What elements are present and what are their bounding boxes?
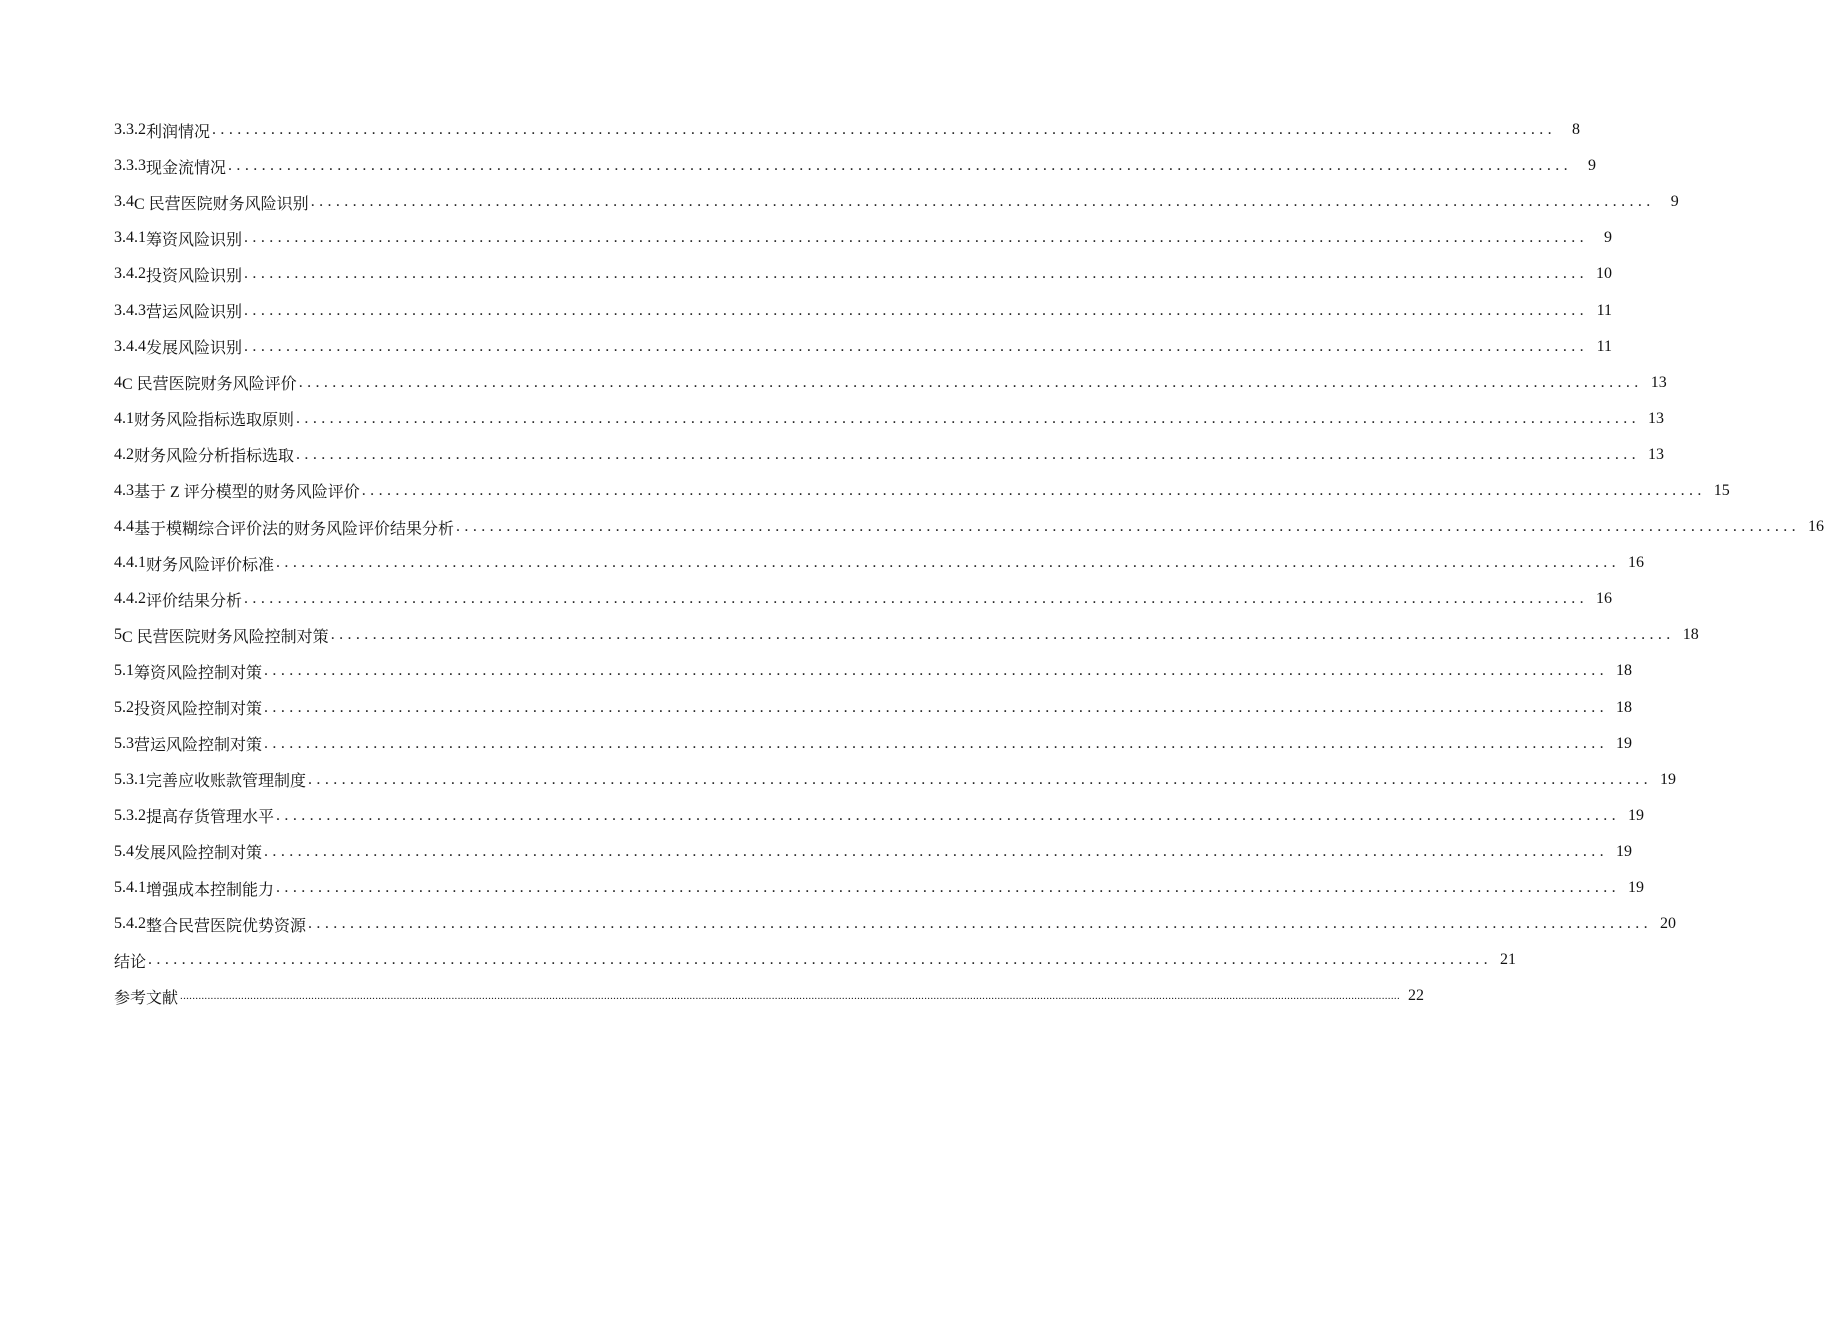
toc-entry[interactable]	[114, 437, 1665, 473]
toc-entry-number: 4	[114, 373, 122, 391]
toc-entry-title: 财务风险分析指标选取	[134, 448, 295, 466]
toc-entry-title: 结论	[114, 953, 147, 971]
toc-dot-leader: ................................................................................................................................................................	[308, 770, 1653, 788]
toc-entry-title: 利润情况	[146, 123, 211, 141]
toc-entry[interactable]	[114, 292, 1613, 328]
toc-entry-number: 5.3.1	[114, 770, 146, 788]
toc-entry[interactable]	[114, 401, 1665, 437]
toc-entry-number: 5.2	[114, 698, 134, 716]
toc-entry-page-number: 9	[1670, 193, 1679, 211]
toc-entry-number: 4.1	[114, 409, 134, 427]
toc-entry-title: 投资风险识别	[146, 267, 243, 285]
toc-entry[interactable]	[114, 184, 1679, 220]
toc-dot-leader: ................................................................................................................................................................	[310, 193, 1655, 211]
toc-entry-number: 3.3.2	[114, 121, 146, 139]
toc-entry[interactable]	[114, 112, 1581, 148]
toc-entry[interactable]	[114, 545, 1645, 581]
toc-entry-page-number: 15	[1713, 481, 1730, 499]
toc-entry[interactable]	[114, 942, 1517, 978]
toc-entry-title: 筹资风险控制对策	[134, 664, 263, 682]
toc-entry-number: 3.4	[114, 193, 134, 211]
table-of-contents	[114, 112, 1824, 1014]
toc-entry-page-number: 13	[1648, 409, 1665, 427]
toc-entry-page-number: 20	[1660, 915, 1677, 933]
toc-entry-number: 3.4.4	[114, 337, 146, 355]
toc-entry-number: 4.4.1	[114, 554, 146, 572]
toc-entry-page-number: 11	[1596, 337, 1613, 355]
toc-entry-page-number: 19	[1616, 734, 1633, 752]
toc-dot-leader: ................................................................................................................................................................	[228, 157, 1573, 175]
toc-dot-leader: ................................................................................................................................................................	[264, 662, 1609, 680]
toc-entry[interactable]	[114, 220, 1613, 256]
toc-entry-number: 5.4	[114, 842, 134, 860]
toc-entry-number: 4.2	[114, 445, 134, 463]
toc-entry-page-number: 18	[1682, 626, 1699, 644]
toc-entry-title: C 民营医院财务风险识别	[134, 195, 309, 213]
toc-entry-page-number: 13	[1650, 373, 1667, 391]
toc-entry-number: 3.4.2	[114, 265, 146, 283]
toc-entry-number: 3.4.3	[114, 301, 146, 319]
toc-entry-page-number: 11	[1596, 301, 1613, 319]
toc-entry-page-number: 18	[1616, 698, 1633, 716]
toc-entry[interactable]	[114, 365, 1667, 401]
toc-entry-title: 财务风险指标选取原则	[134, 412, 295, 430]
toc-entry[interactable]	[114, 329, 1613, 365]
toc-entry-page-number: 16	[1596, 590, 1613, 608]
toc-dot-leader: ................................................................................................................................................................	[276, 806, 1621, 824]
toc-dot-leader: ................................................................................................................................................................	[244, 301, 1589, 319]
toc-entry-page-number: 18	[1616, 662, 1633, 680]
toc-entry-page-number: 19	[1628, 879, 1645, 897]
toc-entry-number: 5.1	[114, 662, 134, 680]
toc-dot-leader: ................................................................................................................................................................	[296, 445, 1641, 463]
toc-entry-page-number: 9	[1588, 157, 1597, 175]
toc-dot-leader: ................................................................................................................................................................	[244, 337, 1589, 355]
toc-entry[interactable]	[114, 581, 1613, 617]
toc-entry-page-number: 16	[1628, 554, 1645, 572]
toc-entry[interactable]	[114, 617, 1699, 653]
toc-entry-page-number: 21	[1500, 951, 1517, 969]
toc-entry-number: 3.3.3	[114, 157, 146, 175]
toc-dot-leader: ................................................................................................................................................................	[330, 626, 1675, 644]
toc-dot-leader: ................................................................................................................................................................................................................................................................................................................................................................................................................	[180, 990, 1401, 1003]
toc-entry[interactable]	[114, 256, 1613, 292]
toc-entry-number: 5.4.1	[114, 879, 146, 897]
toc-entry-number: 4.3	[114, 481, 134, 499]
toc-entry[interactable]	[114, 906, 1677, 942]
toc-entry-number: 5.3.2	[114, 806, 146, 824]
toc-dot-leader: ................................................................................................................................................................	[456, 518, 1801, 536]
toc-entry-title: 评价结果分析	[146, 592, 243, 610]
toc-entry-title: 发展风险控制对策	[134, 845, 263, 863]
toc-entry-title: 提高存货管理水平	[146, 809, 275, 827]
toc-dot-leader: ................................................................................................................................................................	[276, 879, 1621, 897]
toc-dot-leader: ................................................................................................................................................................	[212, 121, 1557, 139]
toc-entry-title: 基于 Z 评分模型的财务风险评价	[134, 484, 360, 502]
toc-entry-title: 整合民营医院优势资源	[146, 917, 307, 935]
toc-entry-number: 3.4.1	[114, 229, 146, 247]
toc-entry-number: 5.3	[114, 734, 134, 752]
toc-dot-leader: ................................................................................................................................................................	[298, 373, 1643, 391]
toc-entry-page-number: 19	[1628, 806, 1645, 824]
toc-dot-leader: ................................................................................................................................................................	[264, 698, 1609, 716]
toc-entry-title: C 民营医院财务风险控制对策	[122, 628, 329, 646]
toc-entry[interactable]	[114, 653, 1633, 689]
toc-entry-title: 现金流情况	[146, 159, 227, 177]
toc-dot-leader: ................................................................................................................................................................	[361, 481, 1706, 499]
toc-entry-page-number: 19	[1616, 842, 1633, 860]
toc-entry-title: 完善应收账款管理制度	[146, 773, 307, 791]
toc-entry-page-number: 19	[1660, 770, 1677, 788]
toc-entry-title: 基于模糊综合评价法的财务风险评价结果分析	[134, 520, 455, 538]
toc-entry[interactable]	[114, 762, 1677, 798]
toc-entry-title: C 民营医院财务风险评价	[122, 376, 297, 394]
toc-entry-title: 投资风险控制对策	[134, 701, 263, 719]
toc-entry-title: 增强成本控制能力	[146, 881, 275, 899]
toc-entry[interactable]	[114, 834, 1633, 870]
toc-dot-leader: ................................................................................................................................................................	[308, 915, 1653, 933]
toc-dot-leader: ................................................................................................................................................................	[296, 409, 1641, 427]
toc-dot-leader: ................................................................................................................................................................	[244, 590, 1589, 608]
toc-entry[interactable]	[114, 726, 1633, 762]
toc-dot-leader: ................................................................................................................................................................	[276, 554, 1621, 572]
toc-entry-number: 4.4.2	[114, 590, 146, 608]
toc-entry[interactable]	[114, 509, 1824, 545]
toc-entry-title: 营运风险控制对策	[134, 737, 263, 755]
toc-entry-title: 发展风险识别	[146, 340, 243, 358]
toc-entry-number: 5	[114, 626, 122, 644]
toc-entry[interactable]	[114, 978, 1425, 1014]
toc-entry-title: 参考文献	[114, 989, 179, 1007]
toc-dot-leader: ................................................................................................................................................................	[264, 734, 1609, 752]
toc-entry[interactable]	[114, 473, 1730, 509]
toc-entry-page-number: 16	[1808, 518, 1824, 536]
toc-entry-page-number: 8	[1572, 121, 1581, 139]
toc-entry-title: 营运风险识别	[146, 304, 243, 322]
toc-entry-number: 4.4	[114, 518, 134, 536]
toc-entry-page-number: 10	[1596, 265, 1613, 283]
toc-entry-title: 财务风险评价标准	[146, 556, 275, 574]
toc-entry-page-number: 22	[1408, 987, 1425, 1005]
toc-dot-leader: ................................................................................................................................................................	[264, 842, 1609, 860]
toc-entry[interactable]	[114, 870, 1645, 906]
toc-entry[interactable]	[114, 148, 1597, 184]
toc-entry-page-number: 9	[1604, 229, 1613, 247]
toc-entry[interactable]	[114, 798, 1645, 834]
toc-entry-title: 筹资风险识别	[146, 231, 243, 249]
toc-entry-number: 5.4.2	[114, 915, 146, 933]
toc-dot-leader: ................................................................................................................................................................	[244, 265, 1589, 283]
toc-dot-leader: ................................................................................................................................................................	[148, 951, 1493, 969]
toc-entry-page-number: 13	[1648, 445, 1665, 463]
toc-entry[interactable]	[114, 690, 1633, 726]
toc-dot-leader: ................................................................................................................................................................	[244, 229, 1589, 247]
